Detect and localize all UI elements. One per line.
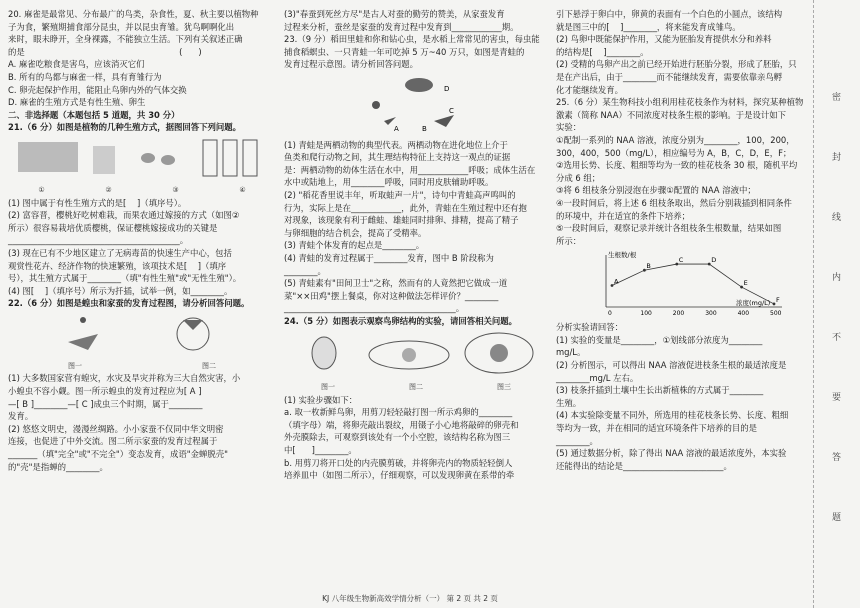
q21-line: _________________________________________。	[8, 235, 189, 246]
text-line: 培养皿中（如图二所示），仔细观察，可以发现卵黄在系带的牵	[284, 470, 515, 481]
point-label: B	[646, 262, 651, 271]
text-line: 的环境中，并在适宜的条件下培养；	[556, 210, 690, 221]
text-line: 过程来分析，蚕丝是家蚕的发育过程中发育到____________期。	[284, 21, 519, 32]
figure-label: ①	[38, 185, 45, 194]
y-axis-label: 生根数/根	[608, 251, 637, 260]
q21-line: 观赏性花卉、经济作物的快速繁殖，该项技术是[ ]（填序	[8, 260, 227, 271]
x-tick-label: 500	[770, 310, 782, 318]
text-line: 与卵细胞的结合机会，提高了受精率。	[284, 227, 427, 238]
text-line: 对现象，该现象有利于雌蛙、雄蛙同时排卵、排精，提高了精子	[284, 215, 519, 226]
rooting-chart	[586, 249, 786, 319]
text-line: (4) 青蛙的发育过程属于________发育，图中 B 阶段称为	[284, 252, 494, 263]
column-right	[556, 8, 808, 472]
text-line: 300，400，500（mg/L），相应编号为 A，B，C，D，E，F；	[556, 147, 792, 158]
text-line: (3) 青蛙个体发育的起点是________。	[284, 240, 425, 251]
text-line: (3) 枝条扦插到土壤中生长出新植株的方式属于________	[556, 385, 764, 396]
point-label: C	[678, 256, 684, 265]
q22-line: 小蝗虫不容小觑。图一所示蝗虫的发育过程应为[ A ]	[8, 386, 202, 397]
text-line: (2) 鸟卵中既能保护作用，又能为胚胎发育提供水分和养料	[556, 34, 772, 45]
text-line: 鱼类和爬行动物之间，其生理结构特征上支持这一观点的证据	[284, 152, 511, 163]
seed-figure	[141, 153, 155, 163]
text-line: (5) 青蛙素有"田间卫士"之称，然而有的人竟然把它做成一道	[284, 278, 508, 289]
text-line: 实验：	[556, 122, 582, 133]
test-tube-figure	[243, 140, 257, 176]
figure-label: C	[449, 106, 454, 115]
text-line: 分成 6 组；	[556, 172, 601, 183]
x-tick-label: 400	[737, 310, 750, 318]
yolk-figure	[490, 344, 508, 362]
bird-egg-figure	[284, 329, 548, 375]
binding-margin	[813, 0, 860, 608]
figure-label: D	[444, 84, 450, 93]
q21-line: (2) 富容晋，樱桃好吃树难栽，而果农通过嫁接的方式（如图②	[8, 210, 240, 221]
figure-label: 图一	[321, 383, 335, 392]
text-line: 23.（9 分）稻田里蛙和你和钻心虫，是水稻上常常见的害虫，每虫能	[284, 34, 540, 45]
x-tick-label: 0	[608, 310, 612, 318]
q22-intro: 22.（6 分）如图是蝗虫和家蚕的发育过程图，请分析回答问题。	[8, 298, 250, 309]
yolk-figure	[402, 348, 416, 362]
locust-figure	[68, 334, 98, 350]
margin-char: 题	[832, 513, 842, 523]
q22-line: (2) 悠悠文明史，漫漫丝绸路。小小家蚕不仅同中华文明密	[8, 423, 224, 434]
text-line: 激素（简称 NAA）不同浓度对枝条生根的影响。于是设计如下	[556, 109, 786, 120]
q22-line: _______（填"完全"或"不完全"）变态发育，成语"金蝉脱壳"	[8, 449, 228, 460]
data-point	[675, 263, 678, 266]
q22-line: 发育。	[8, 411, 34, 422]
column-left	[8, 8, 276, 473]
q22-line: 连接，也促进了中外交流。图二所示家蚕的发育过程属于	[8, 436, 218, 447]
text-line: 所示：	[556, 235, 582, 246]
text-line: (3)"春蚕到死丝方尽"是古人对蚕的勤劳的赞美，从家蚕发育	[284, 9, 505, 19]
margin-char: 内	[832, 273, 842, 283]
question-25-body	[556, 321, 808, 472]
text-line: 行为，实际上是在____________，此外，青蛙在生殖过程中还有抱	[284, 202, 527, 213]
text-line: （填字母）端，将卵壳敲出裂纹，用镊子小心地将敲碎的卵壳和	[284, 419, 519, 430]
figure-label: B	[422, 124, 427, 133]
text-line: 生殖。	[556, 397, 582, 408]
text-line: ①配制一系列的 NAA 溶液，浓度分别为________，100，200，	[556, 134, 795, 145]
question-21-body	[8, 197, 276, 298]
froglet-figure	[434, 115, 454, 127]
text-line: 捕食稻螟虫、一只青蛙一年可吃掉 5 万~40 万只，如图是青蛙的	[284, 46, 525, 57]
question-22-body	[8, 372, 276, 473]
text-line: 分析实验请回答：	[556, 322, 623, 333]
q20-line: 子为食，繁殖期捕食部分昆虫，并以昆虫育雏。犹鸟啊啊化出	[8, 21, 235, 32]
text-line: 外壳膜除去，可观察到该处有一个小空腔，该结构名称为图三	[284, 432, 511, 443]
tadpole-figure	[384, 117, 396, 125]
text-line: 中[ ]________。	[284, 445, 357, 456]
tissue-culture-figure	[18, 142, 78, 172]
column-middle	[284, 8, 548, 482]
frog-figure	[284, 73, 548, 133]
q20-line: 20. 麻雀是最常见、分布最广的鸟类，杂食性，夏、秋主要以植物种	[8, 9, 259, 19]
margin-char: 封	[832, 153, 842, 163]
margin-char: 线	[832, 213, 842, 223]
margin-char: 不	[832, 333, 842, 343]
x-tick-label: 300	[705, 310, 717, 318]
adult-frog-figure	[405, 78, 433, 92]
text-line: (2) 分析图示，可以得出 NAA 溶液促进枝条生根的最适浓度是	[556, 360, 787, 371]
text-line: 是在产出后，由于________而不能继续发育，需要依靠亲鸟孵	[556, 71, 783, 82]
question-24-body	[284, 394, 548, 482]
q21-intro: 21.（6 分）如图是植物的几种生殖方式，据图回答下列问题。	[8, 122, 241, 133]
text-line: ③将 6 组枝条分别浸泡在步骤①配置的 NAA 溶液中；	[556, 185, 756, 196]
q21-line: (3) 现在已有不少地区建立了无病毒苗的快速生产中心，包括	[8, 247, 232, 258]
point-label: D	[711, 256, 717, 265]
text-line: (4) 本实验除变量不同外，所选用的桂花枝条长势、长度、粗细	[556, 410, 789, 421]
text-line: ②选用长势、长度、粗细等均为一致的桂花枝条 30 根，随机平均	[556, 160, 798, 171]
text-line: ⑤一段时间后，观察记录并统计各组枝条生根数量，结果如图	[556, 223, 782, 234]
figure-label: ④	[239, 185, 246, 194]
q24-intro: 24.（5 分）如图表示观察鸟卵结构的实验，请回答相关问题。	[284, 315, 517, 326]
text-line: 还能得出的结论是________________________。	[556, 460, 732, 471]
insect-lifecycle-figure	[8, 312, 276, 358]
q20-option-b: B. 所有的鸟都与麻雀一样，具有育雏行为	[8, 71, 162, 82]
figure-label: A	[394, 124, 399, 133]
seed-figure	[161, 155, 175, 165]
text-line: 引下悬浮于卵白中，卵黄的表面有一个白色的小圆点，该结构	[556, 9, 783, 19]
point-label: E	[743, 279, 748, 288]
question-25-intro	[556, 96, 808, 247]
x-tick-label: 200	[672, 310, 685, 318]
text-line: 是：两栖动物的幼体生活在水中，用____________呼吸；成体生活在	[284, 164, 536, 175]
q20-option-c: C. 卵壳起保护作用，能阻止鸟卵内外的气体交换	[8, 84, 187, 95]
text-line: 菜"××田鸡"摆上餐桌，你对这种做法怎样评价？________	[284, 290, 499, 301]
data-point	[773, 303, 776, 306]
section-heading: 二、非选择题（本题包括 5 道题，共 30 分）	[8, 109, 180, 120]
q20-option-a: A. 麻雀吃粮食是害鸟，应该消灭它们	[8, 59, 145, 70]
q22-figure-labels	[8, 360, 276, 373]
data-point	[643, 269, 646, 272]
margin-char: 密	[832, 93, 842, 103]
figure-label: 图二	[202, 361, 216, 370]
series-line	[612, 264, 774, 304]
text-line: (1) 青蛙是两栖动物的典型代表。两栖动物在进化地位上介于	[284, 139, 508, 150]
q21-line: 所示）很容易栽培优质樱桃，保证樱桃嫁接成功的关键是	[8, 222, 218, 233]
text-line: (2) 受精的鸟卵产出之前已经开始进行胚胎分裂，形成了胚胎，只	[556, 59, 797, 70]
series-marks	[611, 256, 780, 308]
text-line: 的结构是[ ]________。	[556, 46, 649, 57]
figure-label: 图三	[497, 383, 511, 392]
q22-figure	[8, 312, 276, 358]
text-line: 发育过程示意图。请分析回答问题。	[284, 59, 418, 70]
q21-line: (1) 图中属于有性生殖方式的是[ ]（填序号）。	[8, 197, 187, 208]
frog-lifecycle-figure	[284, 73, 548, 137]
q20-option-d: D. 麻雀的生殖方式是有性生殖、卵生	[8, 97, 146, 108]
text-line: 就是图三中的[ ]________，将来能发育成雏鸟。	[556, 21, 741, 32]
text-line: ________。	[284, 265, 326, 276]
point-label: A	[614, 277, 619, 286]
figure-label: 图二	[409, 383, 423, 392]
text-line: b. 用剪刀将开口处的内壳膜剪破，并将卵壳内的物质轻轻倒人	[284, 457, 513, 468]
q22-line: (1) 大多数国家营有蝗灾，水灾及旱灾并称为三大自然灾害，小	[8, 373, 241, 384]
question-20	[8, 8, 276, 109]
margin-char: 答	[832, 453, 842, 463]
egg-figure	[372, 101, 380, 109]
q20-line: 的是 ( )	[8, 46, 202, 57]
data-point	[611, 284, 614, 287]
figure-label: ②	[105, 185, 112, 194]
test-tube-figure	[223, 140, 237, 176]
text-line: 水中或陆地上，用________呼吸，同时用皮肤辅助呼吸。	[284, 177, 494, 188]
q22-line: 的"壳"是指蝉的________。	[8, 461, 108, 472]
q21-figure-labels	[8, 184, 276, 197]
figure-label: 图一	[68, 361, 82, 370]
grafting-figure	[93, 146, 115, 174]
moth-figure	[183, 320, 203, 330]
text-line: ________mg/L 左右。	[556, 372, 639, 383]
rooting-graph	[586, 249, 786, 319]
point-label: F	[776, 296, 780, 305]
x-axis-label: 浓度(mg/L)	[736, 299, 771, 308]
text-line: (5) 通过数据分析，除了得出 NAA 溶液的最适浓度外，本实验	[556, 448, 787, 459]
text-line: 等均为一致，并在相同的适宜环境条件下培养的目的是	[556, 423, 757, 434]
q24-figure-labels	[284, 381, 548, 394]
page-footer: KJ 八年级生物新高效学情分析（一） 第 2 页 共 2 页	[322, 594, 498, 603]
egg-figure	[80, 317, 86, 323]
margin-char: 要	[832, 393, 842, 403]
text-line: a. 取一枚新鲜鸟卵，用剪刀轻轻敲打图一所示鸡卵的________	[284, 407, 513, 418]
data-point	[740, 286, 743, 289]
q21-line: (4) 图[ ]（填序号）所示为扦插，试举一例，如________。	[8, 285, 233, 296]
text-line: 25.（6 分）某生物科技小组利用桂花枝条作为材料，探究某种植物	[556, 97, 804, 108]
q24-figure	[284, 329, 548, 379]
figure-label: ③	[172, 185, 179, 194]
x-tick-label: 100	[640, 310, 652, 318]
q21-figure	[8, 136, 276, 182]
text-line: (1) 实验的变量是________，①划线部分浓度为________	[556, 334, 763, 345]
question-23-body	[284, 139, 548, 315]
text-line: ________。	[556, 435, 598, 446]
q20-line: 来时，眼未睁开，全身裸露，不能独立生活。下列有关叙述正确	[8, 34, 243, 45]
text-line: (2) "稻花香里说丰年，听取蛙声一片"，诗句中青蛙高声鸣叫的	[284, 189, 516, 200]
plant-reproduction-figure	[8, 136, 276, 182]
text-line: ④一段时间后，将上述 6 组枝条取出，然后分别栽插到相同条件	[556, 197, 792, 208]
data-point	[708, 263, 711, 266]
test-tube-figure	[203, 140, 217, 176]
x-ticks	[608, 310, 782, 317]
q21-line: 号），其生殖方式属于________（填"有性生殖"或"无性生殖"）。	[8, 273, 242, 284]
text-line: mg/L。	[556, 347, 586, 358]
text-line: (1) 实验步骤如下：	[284, 394, 358, 405]
text-line: _________________________________________。	[284, 303, 465, 314]
q22-line: —[ B ]________—[ C ]成虫三个时期，属于________	[8, 398, 203, 409]
whole-egg-figure	[312, 337, 336, 369]
text-line: 化才能继续发育。	[556, 84, 623, 95]
